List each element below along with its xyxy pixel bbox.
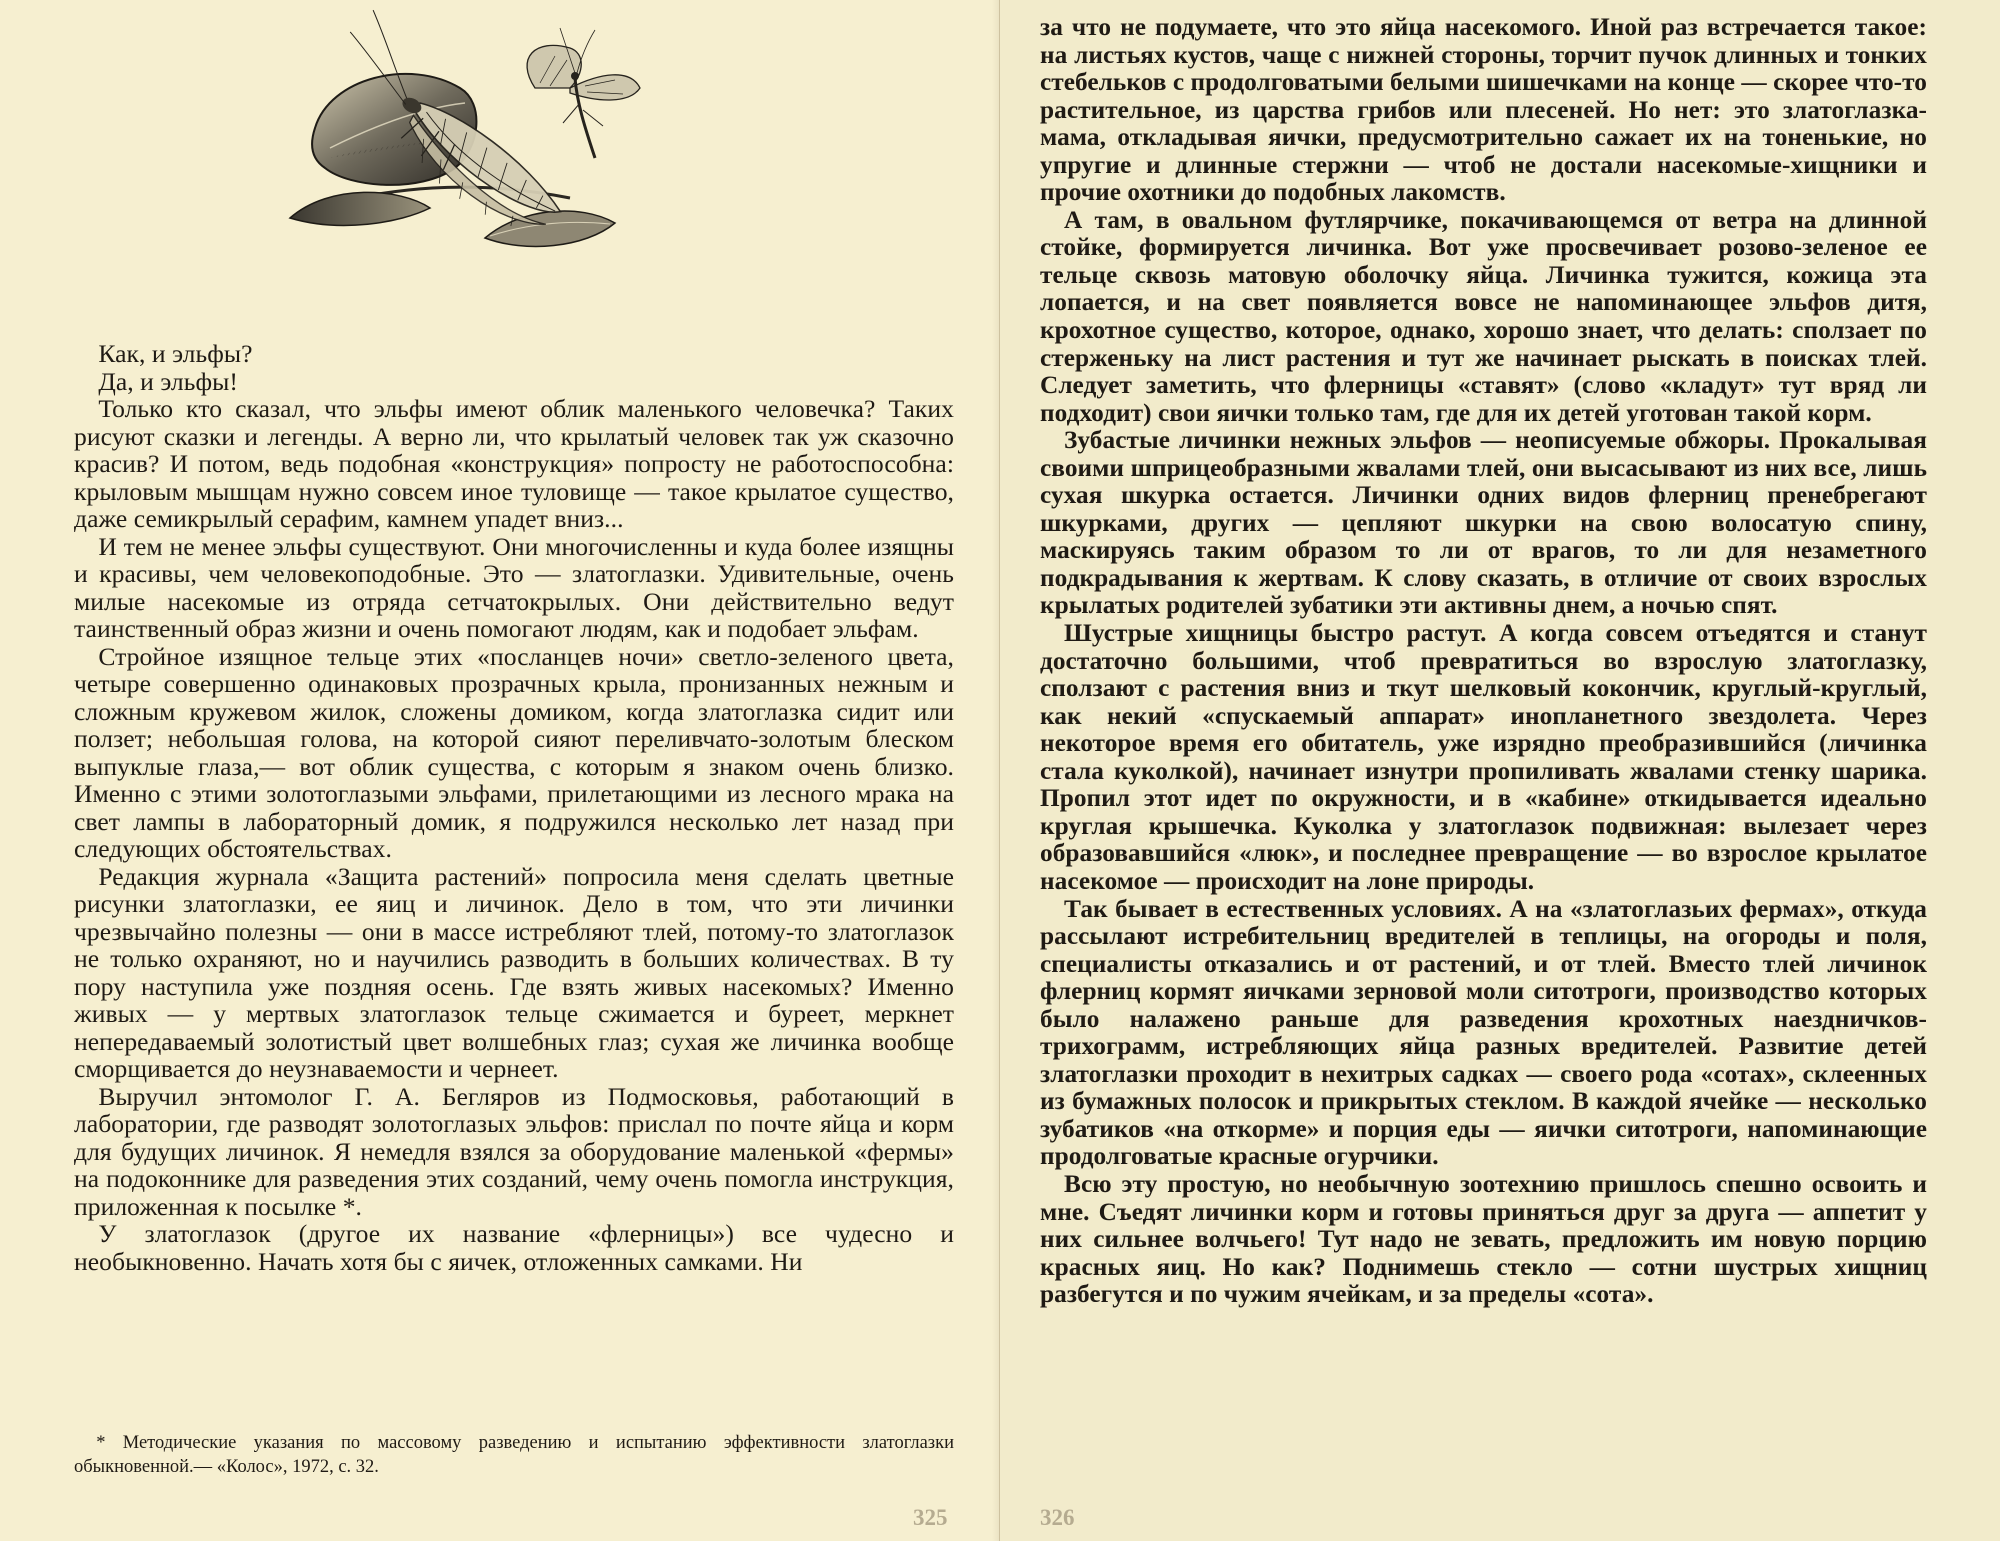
paragraph: Только кто сказал, что эльфы имеют облик маленького человечка? Таких рисуют сказки и легенды. А верно ли, что крылатый человек так уж сказочно красив? И потом, ведь подобная «конструкция» попросту не работоспособна: крыловым мышцам нужно совсем иное туловище — такое крылатое существо, даже семикрылый серафим, камнем упадет вниз... [74,394,954,533]
paragraph: за что не подумаете, что это яйца насекомого. Иной раз встречается такое: на листьях кустов, чаще с нижней стороны, торчит пучок длинных и тонких стебельков с продолговатыми белыми шишечками на конце — скорее что-то растительное, из царства грибов или плесеней. Но нет: это златоглазка-мама, откладывая яички, предусмотрительно сажает их на тоненькие, но упругие и длинные стержни — чтоб не достали насекомые-хищники и прочие охотники до подобных лакомств. [1040,13,1927,207]
page-number-left: 325 [913,1505,948,1530]
footnote-text: * Методические указания по массовому разведению и испытанию эффективности златоглазки обыкновенной.— «Колос», 1972, с. 32. [74,1433,954,1477]
paragraph: Как, и эльфы? [98,339,253,368]
paragraph: У златоглазок (другое их название «флерницы») все чудесно и необыкновенно. Начать хотя бы с яичек, отложенных самками. Ни [74,1219,954,1276]
left-page-text [74,340,954,1275]
paragraph: Да, и эльфы! [98,366,238,396]
paragraph: Так бывает в естественных условиях. А на «златоглазьих фермах», откуда рассылают истребительниц вредителей в теплицы, на огороды и поля, специалисты отказались и от растений, и от тлей. Вместо тлей личинок флерниц кормят яичками зерновой моли ситотроги, производство которых было налажено раньше для разведения крохотных наездничков-трихограмм, истребляющих яйца разных вредителей. Развитие детей златоглазки проходит в нехитрых садках — своего рода «сотах», склеенных из бумажных полосок и прикрытых стеклом. В каждой ячейке — несколько зубатиков «на откорме» и порция еды — яички ситотроги, напоминающие продолговатые красные огурчики. [1040,894,1927,1171]
lower-leaf [290,192,430,225]
paragraph: Зубастые личинки нежных эльфов — неописуемые обжоры. Прокалывая своими шприцеобразными жвалами тлей, они высасывают из них все, лишь сухая шкурка остается. Личинки одних видов флерниц пренебрегают шкурками, других — цепляют шкурки на свою волосатую спину, маскируясь таким образом то ли от врагов, то ли для незаметного подкрадывания к жертвам. К слову сказать, в отличие от своих взрослых крылатых родителей зубатики эти активны днем, а ночью спят. [1040,426,1927,620]
right-leaf [485,211,615,246]
flying-lacewing [527,28,640,158]
paragraph: А там, в овальном футлярчике, покачивающемся от ветра на длинной стойке, формируется личинка. Вот уже просвечивает розово-зеленое ее тельце сквозь матовую оболочку яйца. Личинка тужится, кожица эта лопается, и на свет появляется вовсе не напоминающее эльфов дитя, крохотное существо, которое, однако, хорошо знает, что делать: сползает по стерженьку на лист растения и тут же начинает рыскать в поисках тлей. Следует заметить, что флерницы «ставят» (слово «кладут» тут вряд ли подходит) свои яички только там, где для их детей уготован такой корм. [1040,205,1927,427]
paragraph: И тем не менее эльфы существуют. Они многочисленны и куда более изящны и красивы, чем человекоподобные. Это — златоглазки. Удивительные, очень милые насекомые из отряда сетчатокрылых. Они действительно ведут таинственный образ жизни и очень помогают людям, как и подобает эльфам. [74,531,954,643]
paragraph: Шустрые хищницы быстро растут. А когда совсем отъедятся и станут достаточно большими, чтоб превратиться во взрослую златоглазку, сползают с растения вниз и ткут шелковый кокончик, круглый-круглый, как некий «спускаемый аппарат» инопланетного звездолета. Через некоторое время его обитатель, уже изрядно преобразившийся (личинка стала куколкой), начинает изнутри пропиливать жвалами стенку шарика. Пропил этот идет по окружности, и в «кабине» откидывается идеально круглая крышечка. Куколка у златоглазок подвижная: вылезает через образовавшийся «люк», и последнее превращение — во взрослое крылатое насекомое — происходит на лоне природы. [1040,619,1927,895]
right-page [1000,0,2000,1541]
paragraph: Стройное изящное тельце этих «посланцев ночи» светло-зеленого цвета, четыре совершенно одинаковых прозрачных крыла, пронизанных нежным и сложным кружевом жилок, сложены домиком, когда златоглазка сидит или ползет; небольшая голова, на которой сияют переливчато-золотым блеском выпуклые глаза,— вот облик существа, с которым я знаком очень близко. Именно с этими золотоглазыми эльфами, прилетающими из лесного мрака на свет лампы в лабораторный домик, я подружился несколько лет назад при следующих обстоятельствах. [74,641,954,863]
footnote [74,1431,954,1479]
paragraph: Выручил энтомолог Г. А. Бегляров из Подмосковья, работающий в лаборатории, где разводят золотоглазых эльфов: прислал по почте яйца и корм для будущих личинок. Я немедля взялся за оборудование маленькой «фермы» на подоконнике для разведения этих созданий, чему очень помогла инструкция, приложенная к посылке *. [74,1081,954,1221]
paragraph: Редакция журнала «Защита растений» попросила меня сделать цветные рисунки златоглазки, ее яиц и личинок. Дело в том, что эти личинки чрезвычайно полезны — они в массе истребляют тлей, потому-то златоглазок не только охраняют, но и научились разводить в больших количествах. В ту пору наступила уже поздняя осень. Где взять живых насекомых? Именно живых — у мертвых златоглазок тельце сжимается и буреет, меркнет непередаваемый золотистый цвет волшебных глаз; сухая же личинка вообще сморщивается до неузнаваемости и чернеет. [74,861,954,1083]
right-page-text [1040,14,1927,1309]
paragraph: Всю эту простую, но необычную зоотехнию пришлось спешно освоить и мне. Съедят личинки корм и готовы приняться друг за друга — аппетит у них сильнее волчьего! Тут надо не зевать, предложить им новую порцию красных яиц. Но как? Поднимешь стекло — сотни шустрых хищниц разбегутся и по чужим ячейкам, и за пределы «сота». [1040,1169,1927,1309]
lacewing-illustration [270,8,670,288]
page-number-right: 326 [1040,1505,1075,1530]
